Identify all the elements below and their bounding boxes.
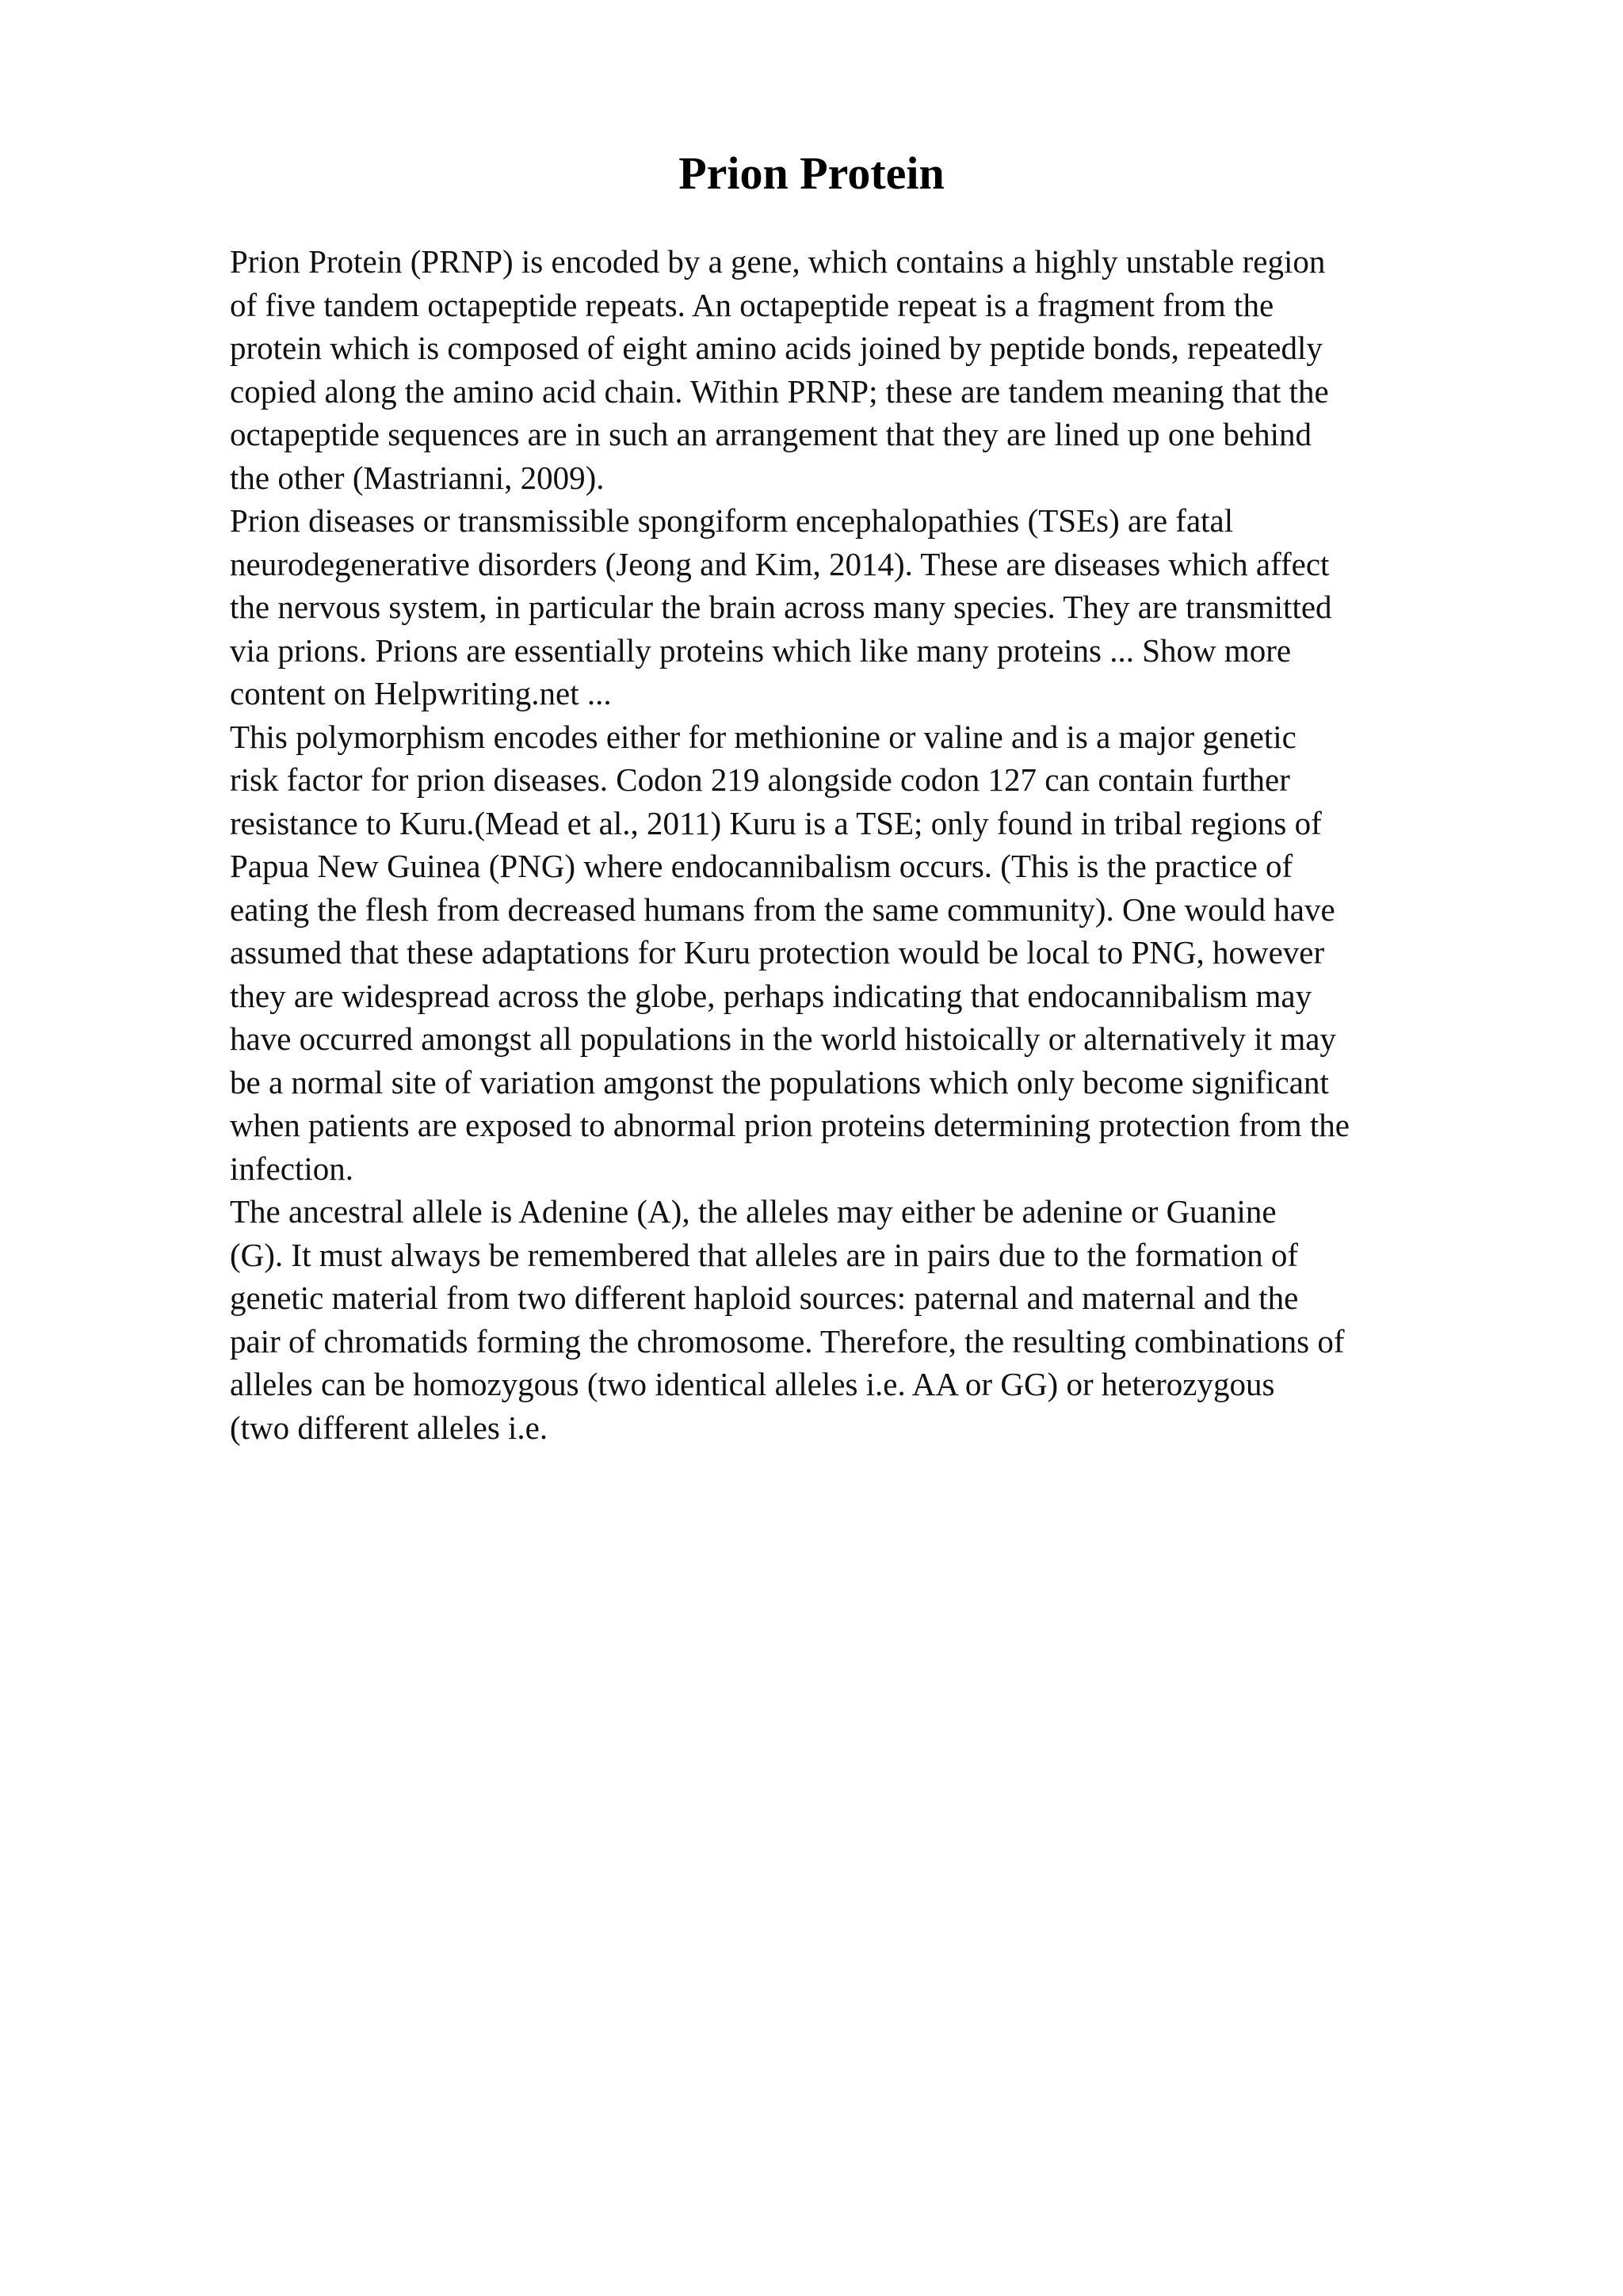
text-line: copied along the amino acid chain. Within PRNP; these are tandem meaning that the: [230, 372, 1329, 410]
text-line: Prion Protein (PRNP) is encoded by a gene, which contains a highly unstable region: [230, 243, 1326, 280]
text-line: be a normal site of variation amgonst the populations which only become significant: [230, 1063, 1329, 1100]
document-title: Prion Protein: [678, 147, 945, 199]
paragraph: [230, 1190, 1529, 1449]
text-line: of five tandem octapeptide repeats. An octapeptide repeat is a fragment from the: [230, 286, 1274, 323]
text-line: This polymorphism encodes either for methionine or valine and is a major genetic: [230, 718, 1296, 755]
document-body: [230, 240, 1529, 1449]
text-line: neurodegenerative disorders (Jeong and Kim, 2014). These are diseases which affect: [230, 545, 1330, 582]
paragraph: [230, 715, 1529, 1191]
text-line: the other (Mastrianni, 2009).: [230, 459, 605, 496]
text-line: genetic material from two different haploid sources: paternal and maternal and the: [230, 1280, 1299, 1316]
paragraph: [230, 499, 1529, 715]
text-line: protein which is composed of eight amino acids joined by peptide bonds, repeatedly: [230, 330, 1323, 366]
text-line: have occurred amongst all populations in the world histoically or alternatively it may: [230, 1020, 1336, 1057]
text-line: when patients are exposed to abnormal prion proteins determining protection from the: [230, 1107, 1350, 1143]
text-line: they are widespread across the globe, perhaps indicating that endocannibalism may: [230, 977, 1312, 1014]
text-line: pair of chromatids forming the chromosome. Therefore, the resulting combinations of: [230, 1322, 1345, 1360]
text-line: infection.: [230, 1150, 353, 1187]
text-line: risk factor for prion diseases. Codon 219 alongside codon 127 can contain further: [230, 761, 1290, 798]
text-line: assumed that these adaptations for Kuru protection would be local to PNG, however: [230, 934, 1325, 971]
text-line: The ancestral allele is Adenine (A), the alleles may either be adenine or Guanine: [230, 1193, 1277, 1230]
text-line: (G). It must always be remembered that alleles are in pairs due to the formation of: [230, 1236, 1298, 1273]
text-line: resistance to Kuru.(Mead et al., 2011) Kuru is a TSE; only found in tribal regions of: [230, 804, 1322, 841]
text-line: content on Helpwriting.net ...: [230, 675, 612, 711]
text-line: (two different alleles i.e.: [230, 1409, 548, 1446]
text-line: Papua New Guinea (PNG) where endocannibalism occurs. (This is the practice of: [230, 848, 1293, 884]
text-line: octapeptide sequences are in such an arrangement that they are lined up one behind: [230, 416, 1312, 452]
text-line: the nervous system, in particular the brain across many species. They are transmitted: [230, 589, 1332, 625]
text-line: eating the flesh from decreased humans from the same community). One would have: [230, 891, 1335, 928]
text-line: alleles can be homozygous (two identical alleles i.e. AA or GG) or heterozygous: [230, 1366, 1275, 1402]
text-line: via prions. Prions are essentially proteins which like many proteins ... Show more: [230, 631, 1292, 669]
text-line: Prion diseases or transmissible spongiform encephalopathies (TSEs) are fatal: [230, 502, 1234, 539]
paragraph: [230, 240, 1529, 499]
